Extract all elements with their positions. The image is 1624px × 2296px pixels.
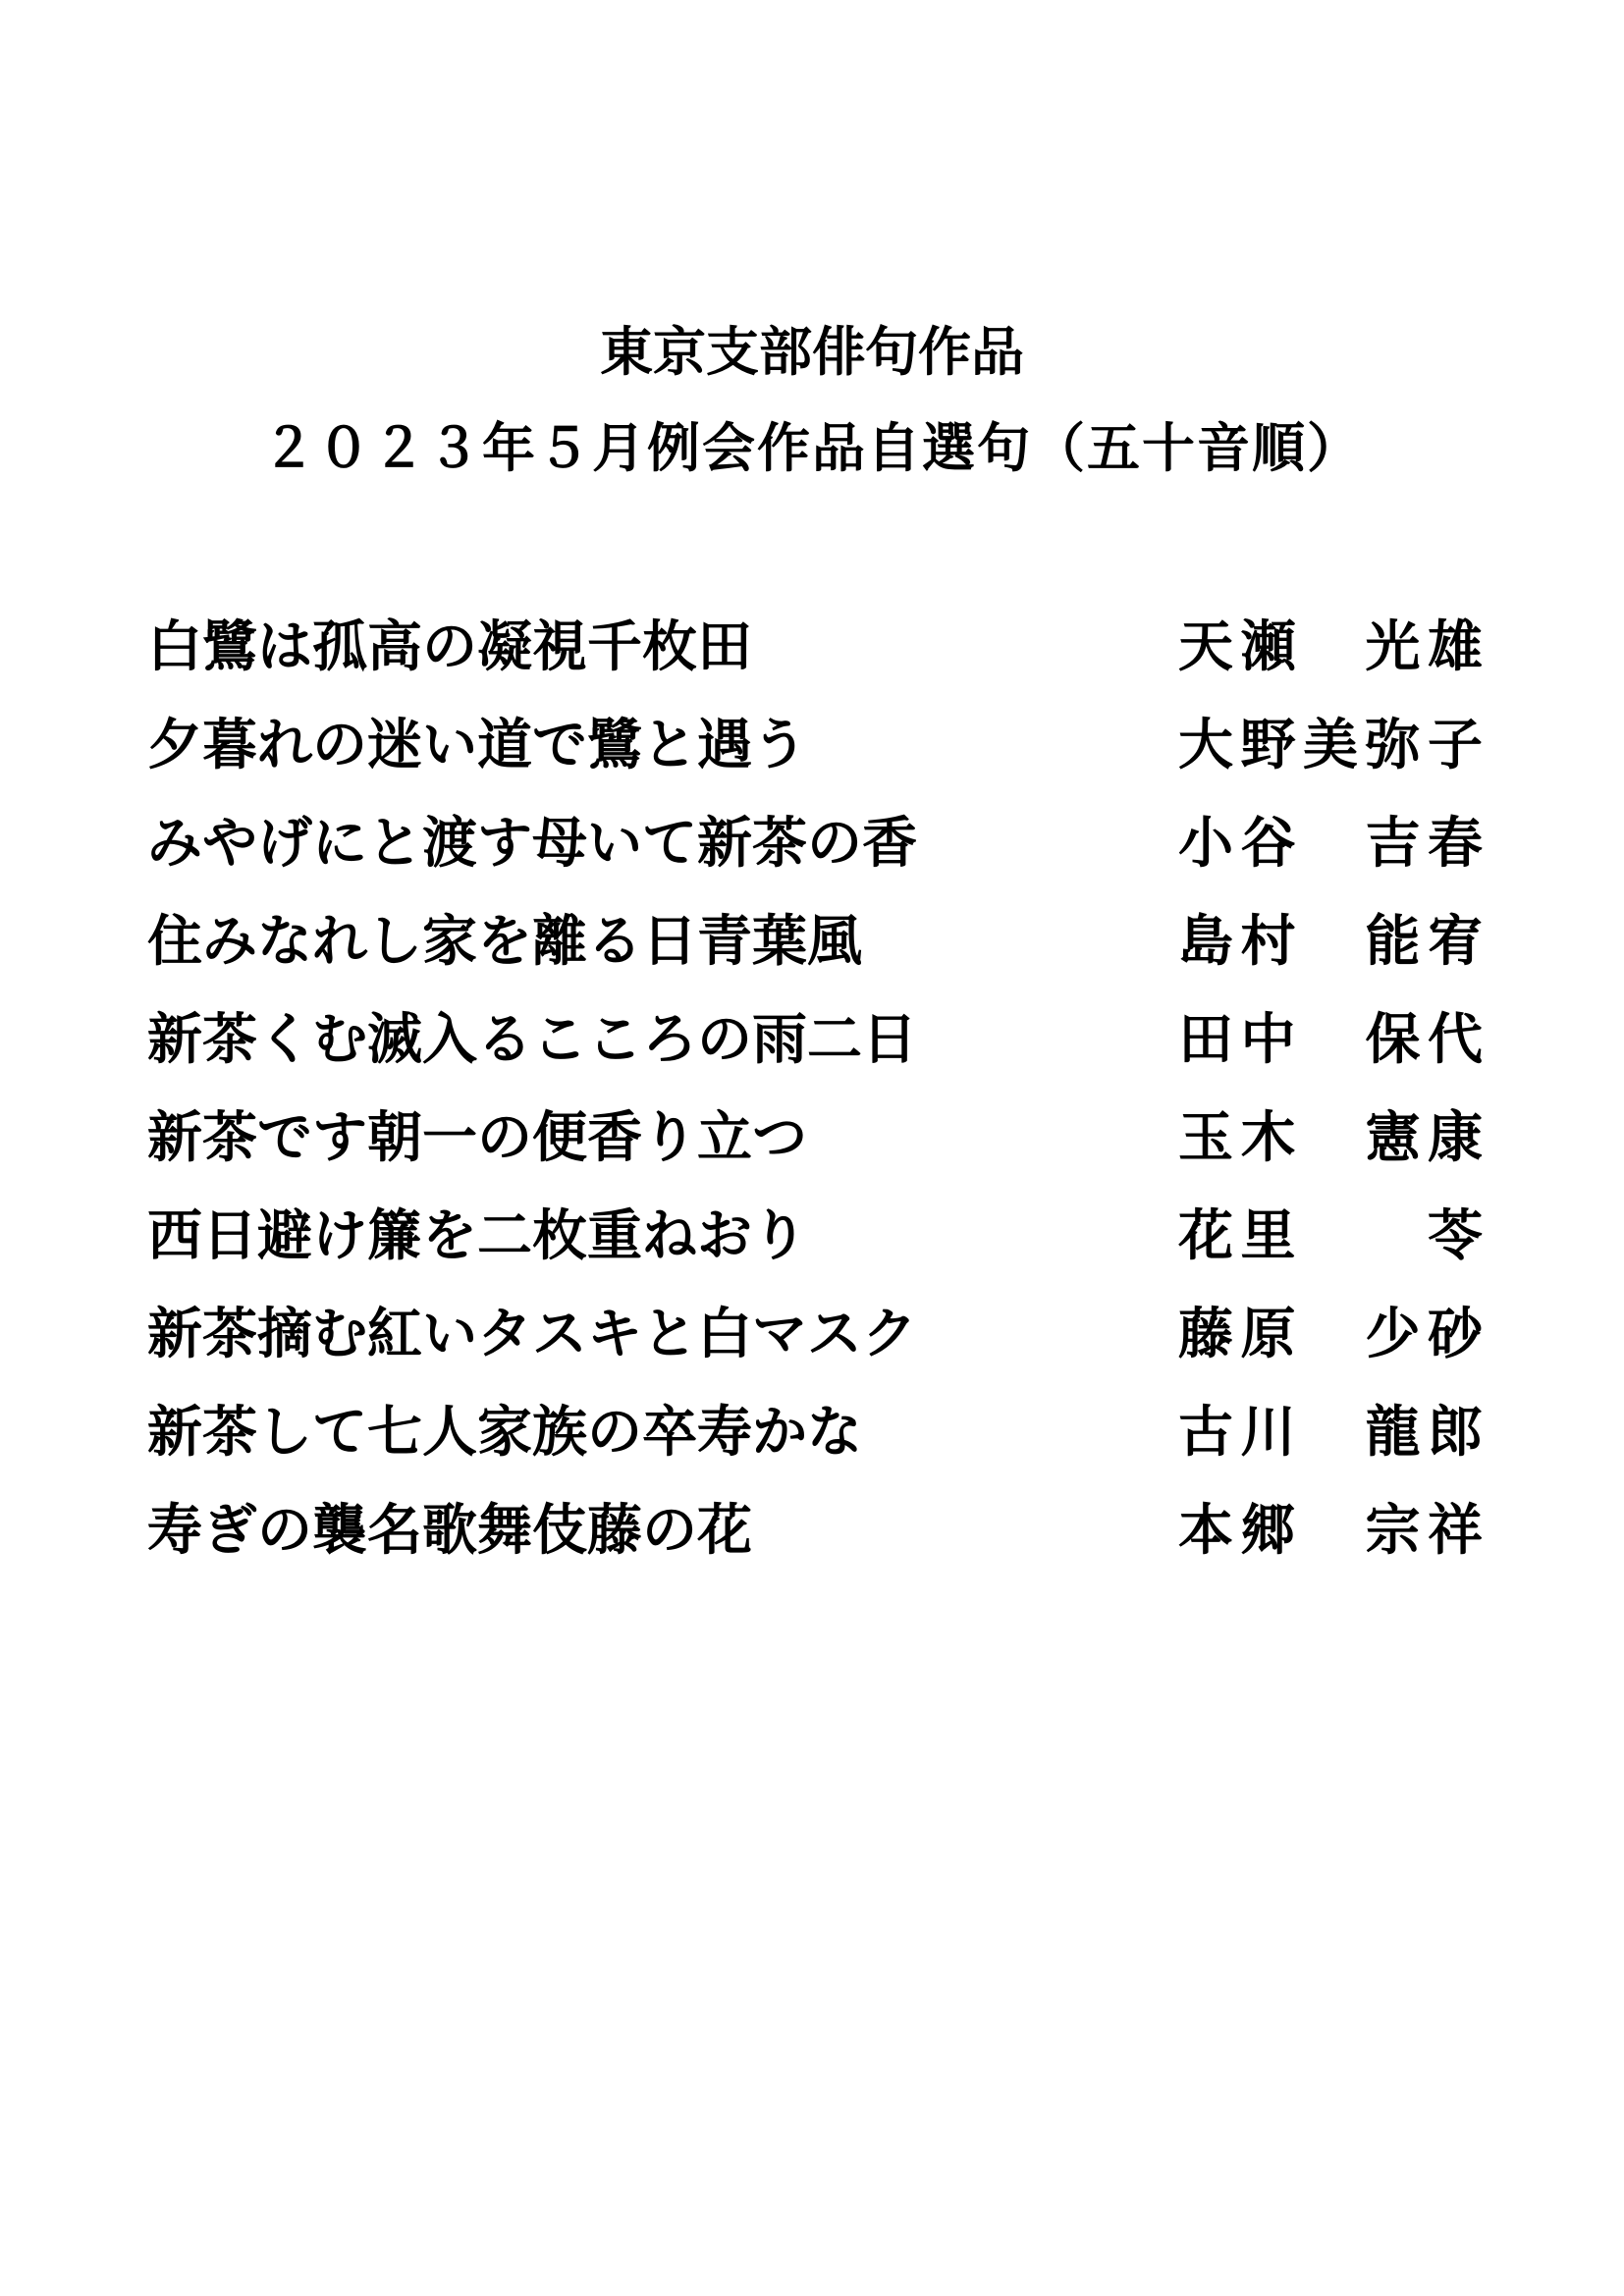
author-name: 本郷 宗祥 [1178, 1498, 1483, 1563]
author-name: 大野美弥子 [1178, 713, 1483, 777]
list-item [147, 1296, 1483, 1394]
author-name: 花里 苓 [1178, 1203, 1483, 1268]
list-item [147, 1001, 1483, 1099]
author-name: 田中 保代 [1178, 1007, 1483, 1072]
author-name: 天瀬 光雄 [1178, 614, 1483, 679]
list-item [147, 609, 1483, 707]
author-name: 古川 龍郎 [1178, 1400, 1483, 1465]
haiku-text: みやげにと渡す母いて新茶の香 [147, 811, 917, 876]
list-item [147, 1492, 1483, 1590]
author-name: 藤原 少砂 [1178, 1302, 1483, 1366]
haiku-text: 住みなれし家を離る日青葉風 [147, 909, 862, 974]
page-subtitle: ２０２３年５月例会作品自選句（五十音順） [262, 416, 1362, 479]
author-name: 小谷 吉春 [1178, 811, 1483, 876]
list-item [147, 805, 1483, 903]
page-title: 東京支部俳句作品 [600, 320, 1024, 383]
haiku-text: 白鷺は孤高の凝視千枚田 [147, 614, 752, 679]
haiku-text: 寿ぎの襲名歌舞伎藤の花 [147, 1498, 752, 1563]
haiku-text: 新茶摘む紅いタスキと白マスク [147, 1302, 917, 1366]
haiku-list [147, 609, 1483, 1590]
haiku-text: 西日避け簾を二枚重ねおり [147, 1203, 807, 1268]
haiku-text: 夕暮れの迷い道で鷺と遇う [147, 713, 807, 777]
list-item [147, 1394, 1483, 1492]
haiku-text: 新茶して七人家族の卒寿かな [147, 1400, 862, 1465]
haiku-text: 新茶くむ滅入るこころの雨二日 [147, 1007, 917, 1072]
list-item [147, 1099, 1483, 1198]
list-item [147, 903, 1483, 1001]
list-item [147, 1198, 1483, 1296]
author-name: 玉木 憲康 [1178, 1105, 1483, 1170]
author-name: 島村 能宥 [1178, 909, 1483, 974]
list-item [147, 707, 1483, 805]
haiku-text: 新茶です朝一の便香り立つ [147, 1105, 807, 1170]
